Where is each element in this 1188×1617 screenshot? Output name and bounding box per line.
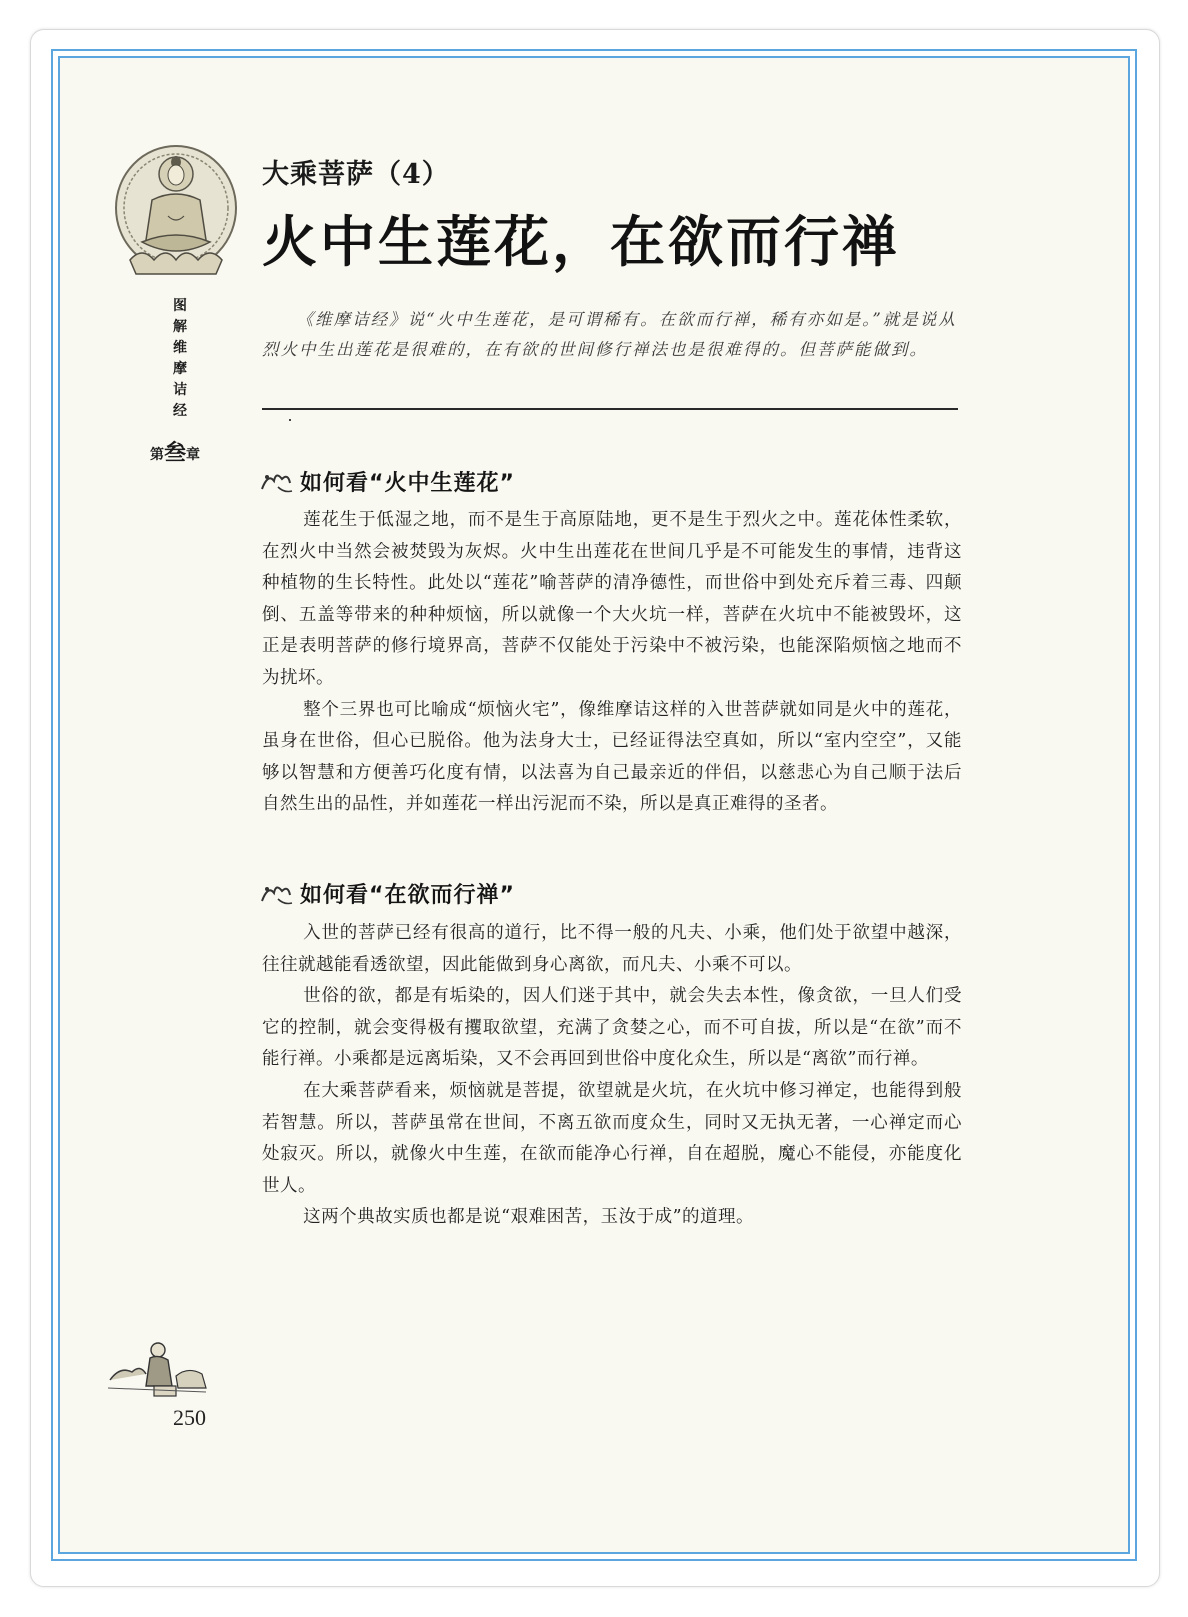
paragraph: 这两个典故实质也都是说“艰难困苦，玉汝于成”的道理。 [303, 1207, 755, 1228]
paragraph: 莲花生于低湿之地，而不是生于高原陆地，更不是生于烈火之中。莲花体性柔软，在烈火中当然会被焚毁为灰烬。火中生出莲花在世间几乎是不可能发生的事情，违背这种植物的生长特性。此处以“莲花”喻菩萨的清净德性，而世俗中到处充斥着三毒、四颠倒、五盖等带来的种种烦恼，所以就像一个大火坑一样，菩萨在火坑中不能被毁坏，这正是表明菩萨的修行境界高，菩萨不仅能处于污染中不被污染，也能深陷烦恼之地而不为扰坏。 [262, 510, 962, 688]
paragraph: 在大乘菩萨看来，烦恼就是菩提，欲望就是火坑，在火坑中修习禅定，也能得到般若智慧。所以，菩萨虽常在世间，不离五欲而度众生，同时又无执无著，一心禅定而心处寂灭。所以，就像火中生莲，在欲而能净心行禅，自在超脱，魔心不能侵，亦能度化世人。 [262, 1080, 962, 1196]
divider-dot [289, 419, 291, 421]
paragraph: 世俗的欲，都是有垢染的，因人们迷于其中，就会失去本性，像贪欲，一旦人们受它的控制，就会变得极有攫取欲望，充满了贪婪之心，而不可自拔，所以是“在欲”而不能行禅。小乘都是远离垢染，又不会再回到世俗中度化众生，所以是“离欲”而行禅。 [262, 986, 962, 1070]
book-series-vertical: 图解维摩诘经 [173, 298, 187, 419]
section-body-2 [262, 918, 962, 1234]
chapter-suffix: 章 [186, 447, 201, 463]
page-number: 250 [173, 1405, 206, 1430]
section-heading-1 [258, 466, 515, 497]
section-body-1 [262, 505, 962, 821]
intro-text: 《维摩诘经》说“火中生莲花，是可谓稀有。在欲而行禅，稀有亦如是。”就是说从烈火中生出莲花是很难的，在有欲的世间修行禅法也是很难得的。但菩萨能做到。 [262, 310, 957, 359]
chapter-number: 叁 [164, 441, 187, 466]
section-heading-2 [258, 878, 515, 909]
paragraph: 入世的菩萨已经有很高的道行，比不得一般的凡夫、小乘，他们处于欲望中越深，往往就越能看透欲望，因此能做到身心离欲，而凡夫、小乘不可以。 [262, 923, 962, 975]
scholar-illustration-icon [106, 1336, 210, 1400]
chapter-label [150, 435, 220, 466]
chapter-prefix: 第 [150, 447, 164, 463]
paragraph: 整个三界也可比喻成“烦恼火宅”，像维摩诘这样的入世菩萨就如同是火中的莲花，虽身在世俗，但心已脱俗。他为法身大士，已经证得法空真如，所以“室内空空”，又能够以智慧和方便善巧化度有情，以法喜为自己最亲近的伴侣，以慈悲心为自己顺于法后自然生出的品性，并如莲花一样出污泥而不染，所以是真正难得的圣者。 [262, 699, 962, 815]
section-heading-2-text: 如何看“在欲而行禅” [300, 883, 515, 908]
lotus-scroll-icon [258, 879, 296, 909]
lotus-scroll-icon [258, 467, 296, 497]
buddha-emblem-icon [112, 142, 240, 284]
divider [262, 408, 958, 410]
page-title: 火中生莲花，在欲而行禅 [262, 210, 901, 274]
section-subtitle: 大乘菩萨（4） [262, 159, 450, 190]
intro-quote [262, 305, 962, 365]
section-heading-1-text: 如何看“火中生莲花” [300, 471, 515, 496]
